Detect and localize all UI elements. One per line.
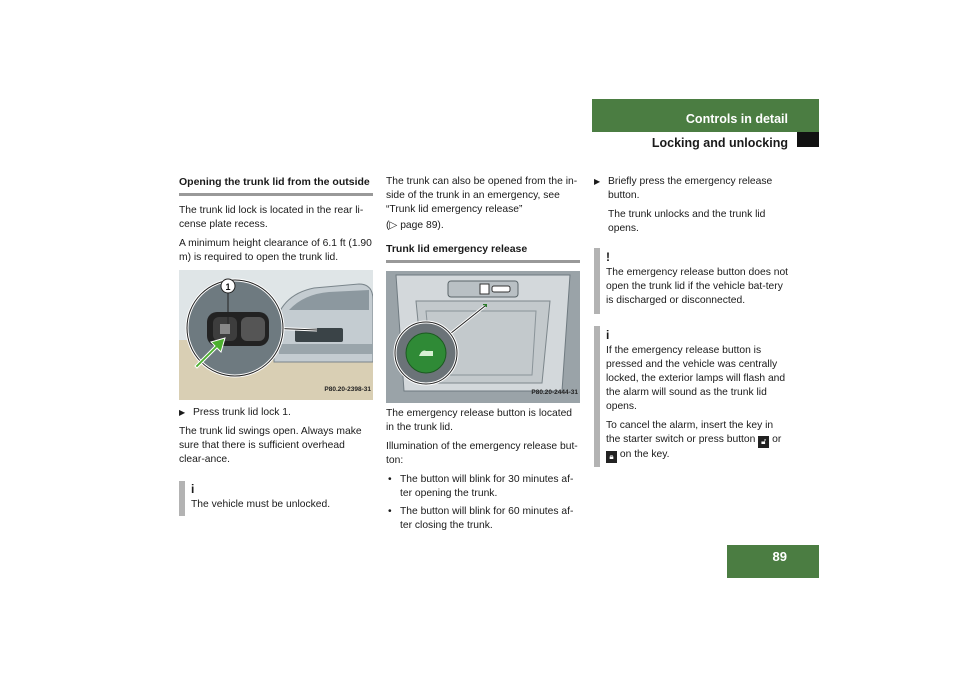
- warning-text: The emergency release button does not open the trunk lid if the vehicle bat-tery is discharged or disconnected.: [606, 267, 789, 306]
- step-press-lock: ▶ Press trunk lid lock 1.: [179, 407, 291, 418]
- page-number: 89: [772, 549, 787, 564]
- trunk-lock-figure: [179, 270, 373, 400]
- paragraph: The trunk can also be opened from the in-side of the trunk in an emergency, see “Trunk lid emergency release”: [386, 176, 578, 215]
- trunk-interior-illustration: [386, 271, 580, 403]
- bullet-icon: •: [388, 506, 392, 517]
- column-3: [594, 175, 790, 467]
- info-text-alarm: To cancel the alarm, insert the key in the starter switch or press button 🔓︎ or 🔒︎ on the key.: [606, 420, 782, 461]
- page-reference: (▷ page 89).: [386, 220, 444, 231]
- arrow-icon: ▶: [594, 177, 601, 186]
- lock-key-icon: 🔒︎: [606, 451, 617, 463]
- figure-code: P80.20-2444-31: [531, 389, 578, 396]
- note-bar: [594, 326, 600, 467]
- note-bar: [179, 481, 185, 516]
- info-note: [594, 326, 790, 467]
- info-icon: i: [606, 328, 610, 342]
- bullet-item: • The button will blink for 60 minutes af-ter closing the trunk.: [388, 506, 574, 531]
- bullet-item: • The button will blink for 30 minutes af-ter opening the trunk.: [388, 474, 574, 499]
- section-title: Controls in detail: [685, 112, 788, 126]
- result-text: The trunk unlocks and the trunk lid opens.: [608, 209, 766, 234]
- paragraph: The trunk lid swings open. Always make sure that there is sufficient overhead clear-ance.: [179, 426, 362, 465]
- emergency-release-figure: [386, 271, 580, 403]
- bullet-icon: •: [388, 474, 392, 485]
- info-note: [179, 481, 373, 516]
- column-2: [386, 175, 580, 537]
- column-1: [179, 175, 373, 516]
- arrow-icon: ▶: [179, 408, 186, 417]
- heading-emergency-release: Trunk lid emergency release: [386, 242, 580, 263]
- info-icon: i: [191, 482, 195, 496]
- paragraph: The emergency release button is located in the trunk lid.: [386, 408, 573, 433]
- warning-icon: !: [606, 250, 610, 264]
- step-press-button: ▶ Briefly press the emergency release button.: [594, 176, 773, 201]
- warning-note: [594, 248, 790, 314]
- info-text: If the emergency release button is pressed and the vehicle was centrally locked, the exterior lamps will flash and the alarm will sound as the trunk lid opens.: [606, 345, 786, 412]
- subsection-title: Locking and unlocking: [651, 136, 788, 150]
- paragraph: Illumination of the emergency release but-ton:: [386, 441, 578, 466]
- note-bar: [594, 248, 600, 314]
- note-text: The vehicle must be unlocked.: [191, 499, 331, 510]
- trunk-lock-illustration: [179, 270, 373, 400]
- callout-1: 1: [225, 282, 231, 292]
- paragraph: The trunk lid lock is located in the rear li-cense plate recess.: [179, 205, 364, 230]
- figure-code: P80.20-2398-31: [324, 386, 371, 393]
- heading-opening-trunk: Opening the trunk lid from the outside: [179, 175, 373, 196]
- paragraph: A minimum height clearance of 6.1 ft (1.90 m) is required to open the trunk lid.: [179, 238, 372, 263]
- unlock-key-icon: 🔓︎: [758, 436, 769, 448]
- section-marker: [797, 132, 819, 147]
